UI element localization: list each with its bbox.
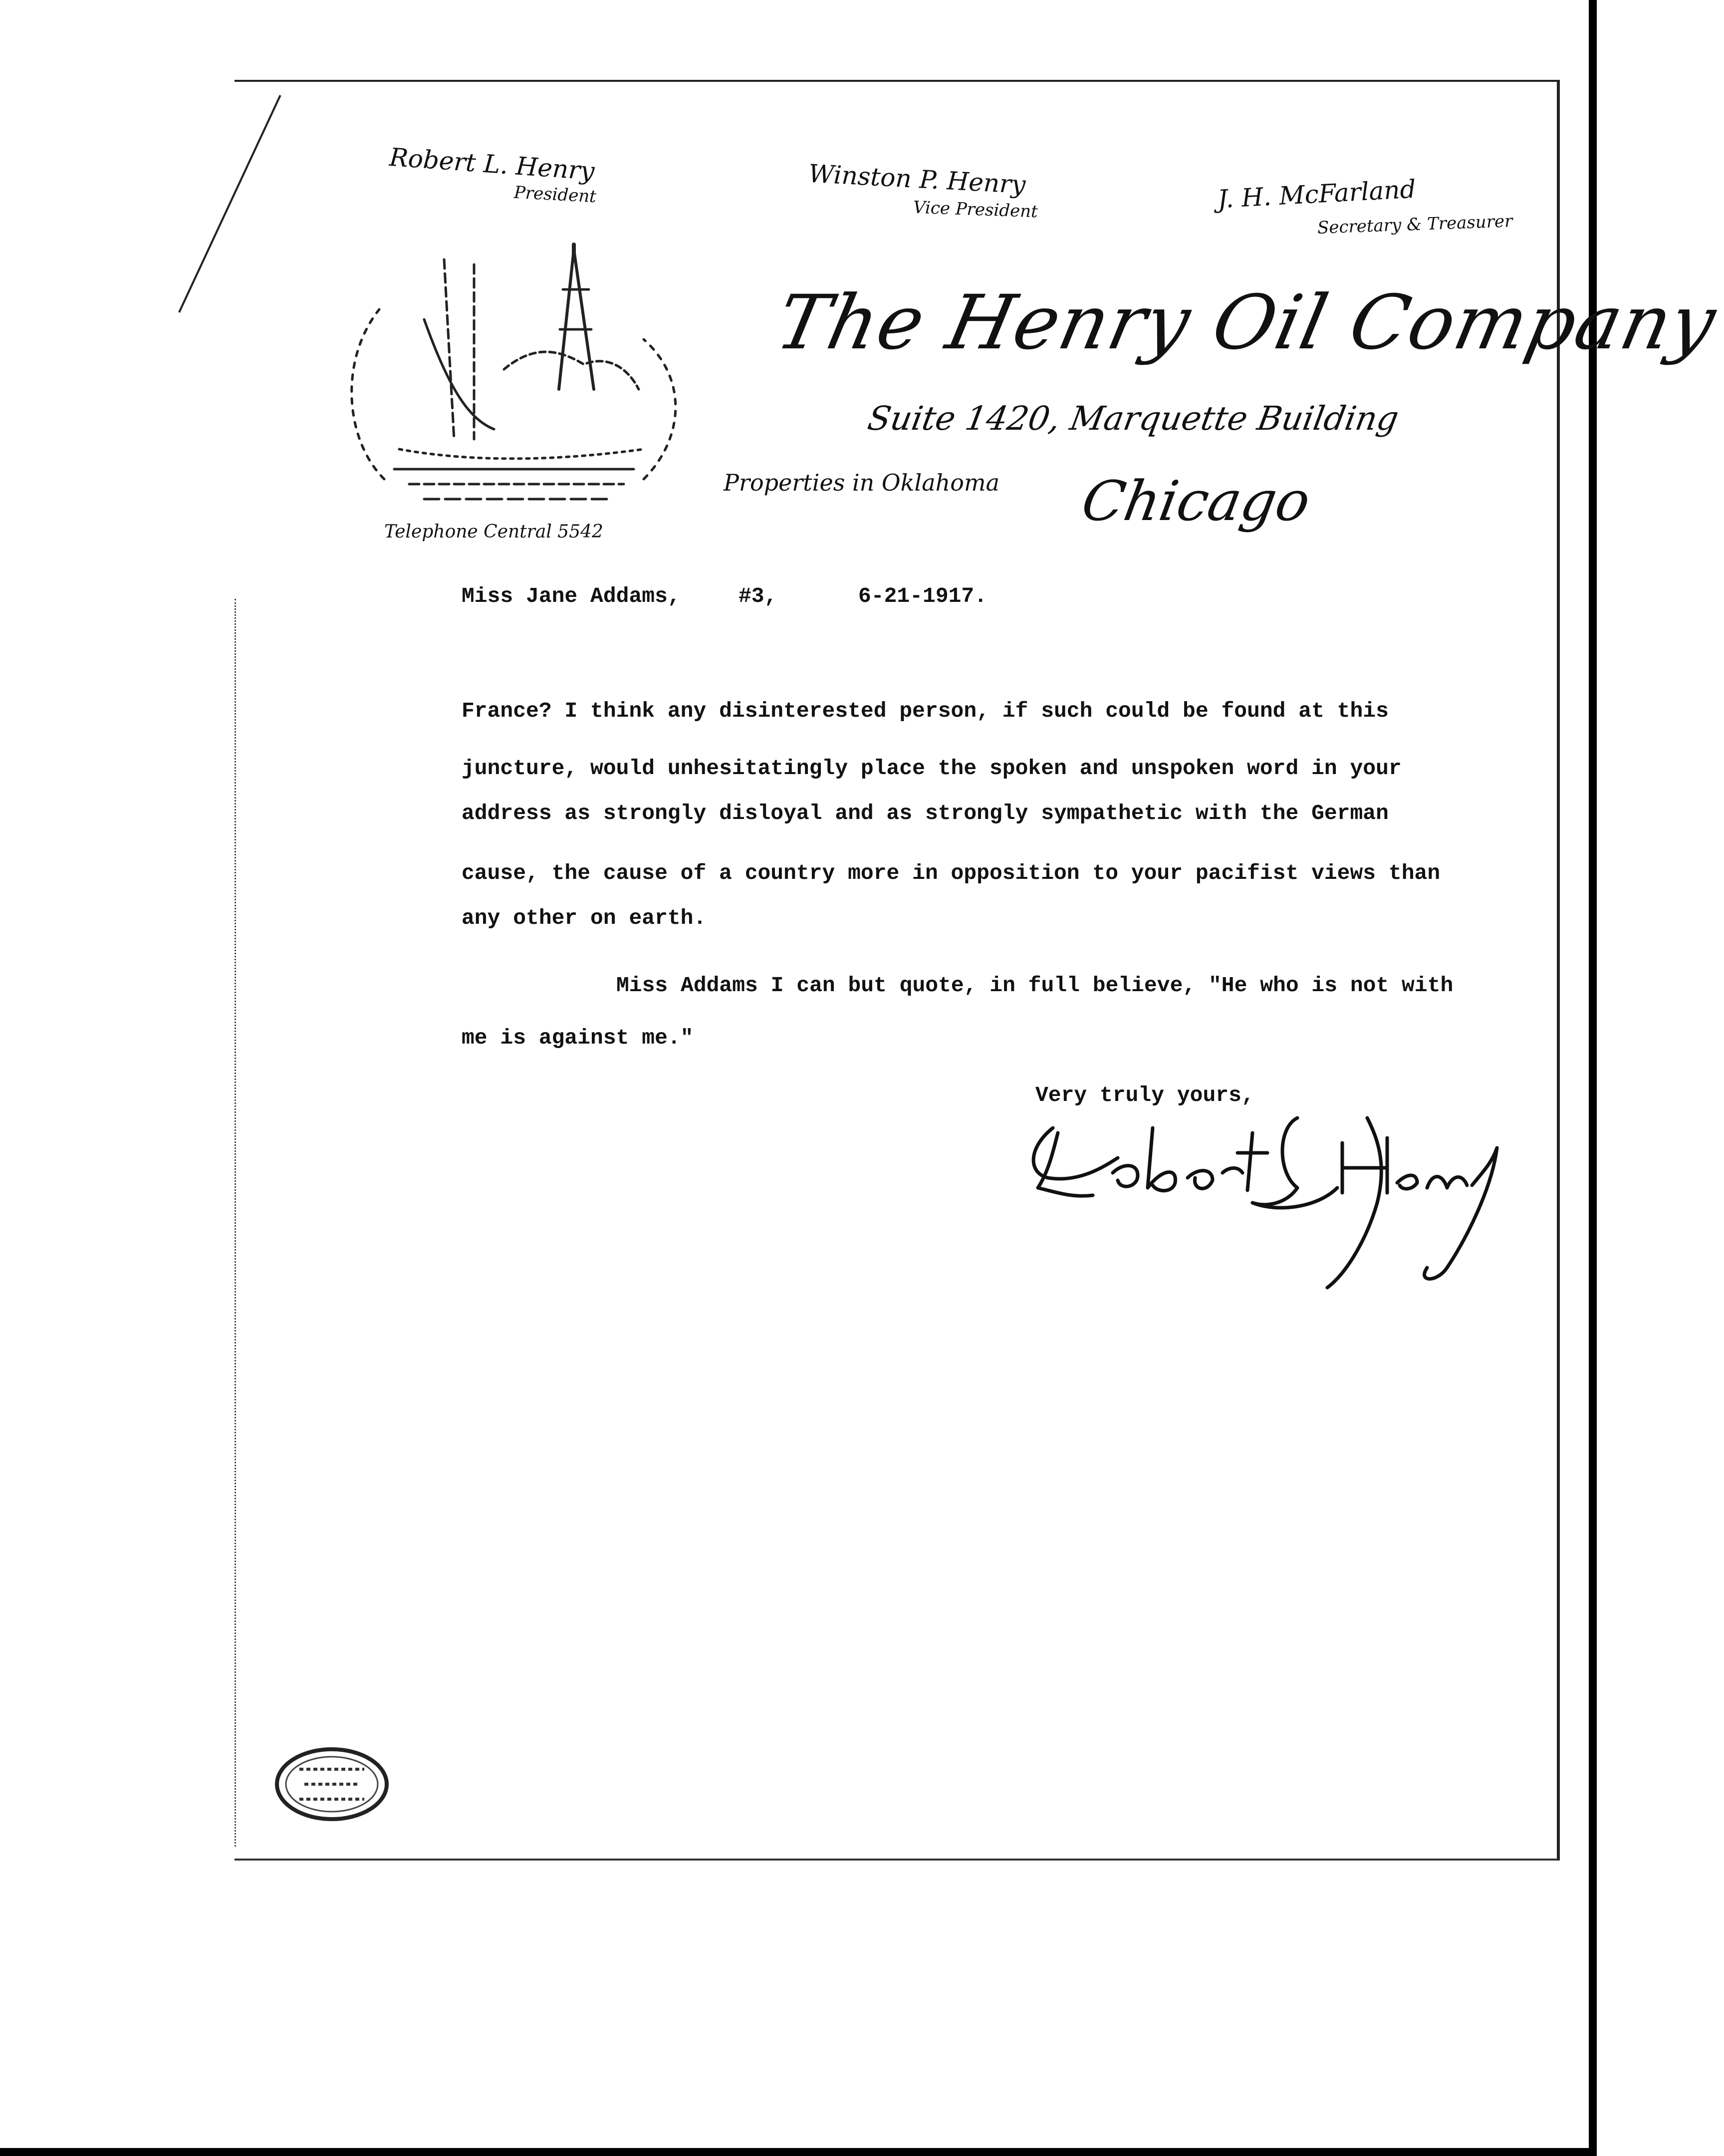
- body-line: juncture, would unhesitatingly place the spoken and unspoken word in your: [462, 756, 1402, 781]
- scan-border-bottom: [0, 2148, 1597, 2156]
- company-name: The Henry Oil Company: [769, 279, 1724, 366]
- body-line: any other on earth.: [462, 906, 707, 930]
- body-line: address as strongly disloyal and as strongly sympathetic with the German: [462, 801, 1389, 825]
- officer-vice-president-title: Vice President: [913, 197, 1038, 222]
- company-address: Suite 1420, Marquette Building: [865, 399, 1402, 438]
- sheet-left-edge: [235, 599, 239, 1847]
- telephone-number: Telephone Central 5542: [384, 522, 603, 542]
- body-line: me is against me.": [462, 1026, 694, 1050]
- archive-stamp: [269, 1742, 394, 1827]
- body-line: cause, the cause of a country more in opposition to your pacifist views than: [462, 861, 1441, 885]
- properties-note: Properties in Oklahoma: [724, 469, 999, 496]
- handwritten-signature: [1018, 1088, 1507, 1298]
- officer-president-title: President: [513, 182, 597, 207]
- officer-vice-president-name: Winston P. Henry: [807, 159, 1026, 200]
- recipient-name: Miss Jane Addams,: [462, 584, 681, 608]
- officer-secretary-name: J. H. McFarland: [1217, 174, 1417, 214]
- officer-secretary-title: Secretary & Treasurer: [1317, 211, 1513, 238]
- officer-president-name: Robert L. Henry: [388, 142, 596, 186]
- company-city: Chicago: [1077, 469, 1315, 533]
- oil-derrick-emblem-icon: [324, 230, 704, 529]
- body-line: France? I think any disinterested person, if such could be found at this: [462, 699, 1389, 723]
- page-number: #3,: [739, 584, 777, 608]
- letter-date: 6-21-1917.: [858, 584, 987, 608]
- body-line: Miss Addams I can but quote, in full believe, "He who is not with: [616, 973, 1454, 998]
- closing-salutation: Very truly yours,: [1035, 1083, 1254, 1107]
